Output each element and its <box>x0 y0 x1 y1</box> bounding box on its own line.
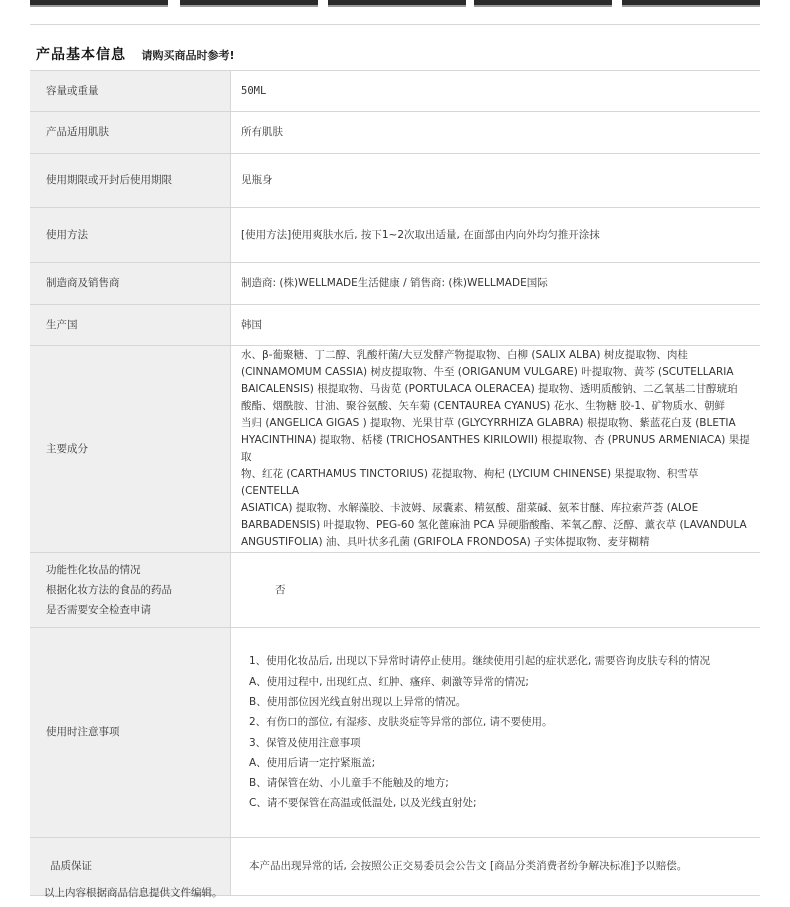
row-value: [使用方法]使用爽肤水后, 按下1~2次取出适量, 在面部由内向外均匀推开涂抹 <box>231 208 761 263</box>
row-label: 主要成分 <box>30 346 231 553</box>
table-row <box>30 71 760 112</box>
section-note: 请购买商品时参考! <box>141 49 235 62</box>
ingredients-line: ASIATICA) 提取物、水解藻胶、卡波姆、尿囊素、精氨酸、甜菜碱、氨苯甘醚、库拉索芦荟 (ALOE <box>241 502 699 514</box>
table-row <box>30 628 760 838</box>
caution-line: A、使用后请一定拧紧瓶盖; <box>249 756 376 769</box>
caution-line: A、使用过程中, 出现红点、红肿、瘙痒、刺激等异常的情况; <box>249 675 529 688</box>
row-label: 容量或重量 <box>30 71 231 112</box>
caution-line: 3、保管及使用注意事项 <box>249 736 361 749</box>
table-row <box>30 346 760 553</box>
header-divider <box>30 24 760 25</box>
row-label: 使用时注意事项 <box>30 628 231 838</box>
row-label-line: 功能性化妆品的情况 <box>46 564 141 576</box>
ingredients-line: 当归 (ANGELICA GIGAS ) 提取物、光果甘草 (GLYCYRRHIZA GLABRA) 根提取物、紫蓝花白芨 (BLETIA <box>241 417 736 429</box>
ingredients-value <box>231 346 761 553</box>
section-title: 产品基本信息 <box>36 47 126 63</box>
row-value: 见瓶身 <box>231 154 761 208</box>
footer-note: 以上内容根据商品信息提供文件编辑。 <box>44 887 223 899</box>
top-tab-strip <box>0 0 790 8</box>
ingredients-line: BAICALENSIS) 根提取物、马齿苋 (PORTULACA OLERACEA) 提取物、透明质酸钠、二乙氧基二甘醇琥珀 <box>241 383 738 395</box>
table-row <box>30 154 760 208</box>
table-row <box>30 553 760 628</box>
table-row <box>30 263 760 305</box>
tab-5[interactable] <box>622 0 760 7</box>
caution-line: 2、有伤口的部位, 有湿疹、皮肤炎症等异常的部位, 请不要使用。 <box>249 716 553 729</box>
section-header <box>36 44 235 64</box>
cautions-value <box>231 628 761 838</box>
ingredients-line: ANGUSTIFOLIA) 油、具叶状多孔菌 (GRIFOLA FRONDOSA) 子实体提取物、麦芽糊精 <box>241 536 650 548</box>
ingredients-line: 物、红花 (CARTHAMUS TINCTORIUS) 花提取物、枸杞 (LYCIUM CHINENSE) 果提取物、积雪草 (CENTELLA <box>241 468 699 497</box>
row-label-line: 是否需要安全检查申请 <box>46 604 151 616</box>
row-label: 品质保证 <box>30 838 231 896</box>
ingredients-line: BARBADENSIS) 叶提取物、PEG-60 氢化蓖麻油 PCA 异硬脂酸酯、苯氧乙醇、泛醇、薰衣草 (LAVANDULA <box>241 519 747 531</box>
caution-line: 1、使用化妆品后, 出现以下异常时请停止使用。继续使用引起的症状恶化, 需要咨询皮肤专科的情况 <box>249 655 711 668</box>
tab-1[interactable] <box>30 0 168 7</box>
tab-3[interactable] <box>328 0 466 7</box>
row-label: 生产国 <box>30 305 231 346</box>
row-label: 制造商及销售商 <box>30 263 231 305</box>
ingredients-line: 水、β-葡聚糖、丁二醇、乳酸杆菌/大豆发酵产物提取物、白柳 (SALIX ALBA) 树皮提取物、肉桂 <box>241 349 688 361</box>
row-label: 产品适用肌肤 <box>30 112 231 154</box>
product-info-table <box>30 70 760 896</box>
row-label-line: 根据化妆方法的食品的药品 <box>46 584 172 596</box>
row-value: 韩国 <box>231 305 761 346</box>
caution-line: C、请不要保管在高温或低温处, 以及光线直射处; <box>249 797 477 810</box>
row-value: 本产品出现异常的话, 会按照公正交易委员会公告文 [商品分类消费者纷争解决标准]予以赔偿。 <box>231 838 761 896</box>
table-row <box>30 208 760 263</box>
row-label: 使用方法 <box>30 208 231 263</box>
table-row <box>30 112 760 154</box>
tab-2[interactable] <box>180 0 318 7</box>
ingredients-line: (CINNAMOMUM CASSIA) 树皮提取物、牛至 (ORIGANUM VULGARE) 叶提取物、黄芩 (SCUTELLARIA <box>241 366 734 378</box>
row-value: 所有肌肤 <box>231 112 761 154</box>
row-value: 否 <box>231 553 761 628</box>
row-value: 50ML <box>231 71 761 112</box>
tab-4[interactable] <box>474 0 612 7</box>
ingredients-line: HYACINTHINA) 提取物、栝楼 (TRICHOSANTHES KIRILOWII) 根提取物、杏 (PRUNUS ARMENIACA) 果提取 <box>241 434 750 463</box>
table-row <box>30 305 760 346</box>
caution-line: B、使用部位因光线直射出现以上异常的情况。 <box>249 695 467 708</box>
row-label: 使用期限或开封后使用期限 <box>30 154 231 208</box>
ingredients-line: 酸酯、烟酰胺、甘油、聚谷氨酸、矢车菊 (CENTAUREA CYANUS) 花水、生物糖 胶-1、矿物质水、朝鲜 <box>241 400 726 412</box>
row-label <box>30 553 231 628</box>
row-value: 制造商: (株)WELLMADE生活健康 / 销售商: (株)WELLMADE国际 <box>231 263 761 305</box>
caution-line: B、请保管在幼、小儿童手不能触及的地方; <box>249 777 449 790</box>
